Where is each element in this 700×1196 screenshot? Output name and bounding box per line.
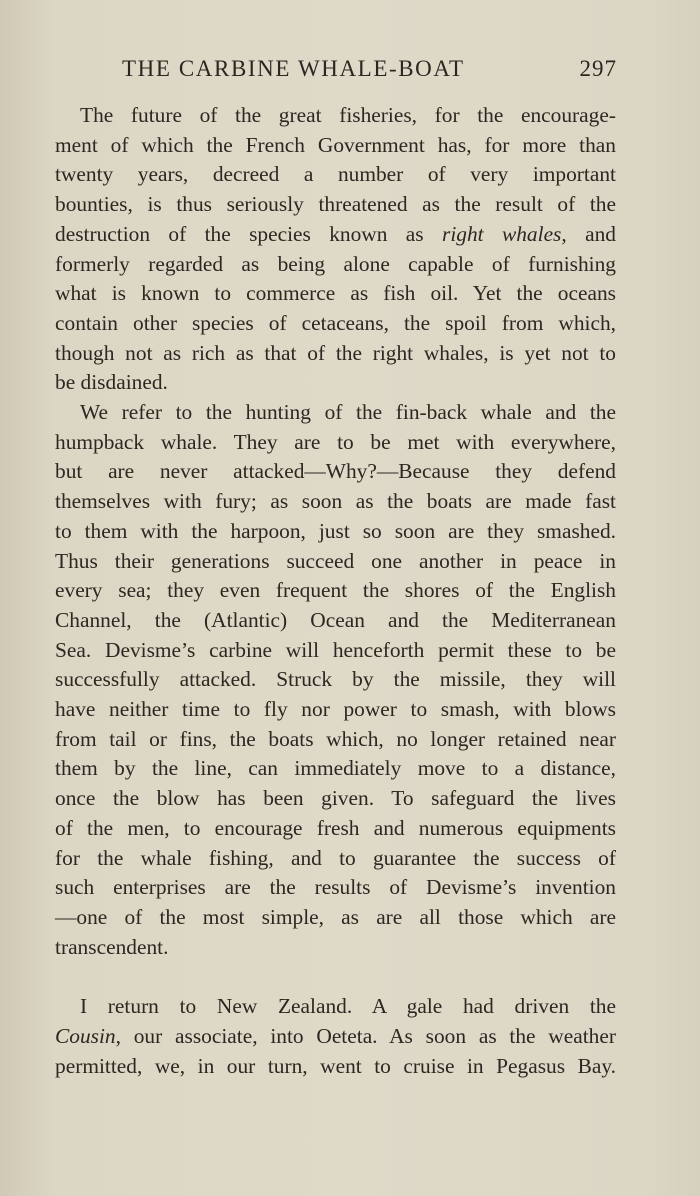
text-line: —one of the most simple, as are all those which are bbox=[55, 904, 616, 929]
paragraph-2 bbox=[30, 398, 616, 962]
text-line: twenty years, decreed a number of very important bbox=[55, 162, 616, 187]
text-line: once the blow has been given. To safeguard the lives bbox=[55, 786, 616, 811]
text-line: I return to New Zealand. A gale had driven the bbox=[80, 994, 616, 1019]
text-line: themselves with fury; as soon as the boats are made fast bbox=[55, 489, 616, 514]
running-title: THE CARBINE WHALE-BOAT bbox=[122, 56, 465, 81]
text-line: transcendent. bbox=[55, 934, 169, 959]
text-line-with-italic bbox=[30, 1022, 616, 1052]
italic-phrase: right whales bbox=[442, 221, 562, 246]
text-fragment: , and bbox=[561, 221, 616, 246]
text-line: We refer to the hunting of the fin-back whale and the bbox=[80, 400, 616, 425]
text-line: though not as rich as that of the right whales, is yet not to bbox=[55, 340, 616, 365]
text-line: bounties, is thus seriously threatened as the result of the bbox=[55, 192, 616, 217]
text-line: every sea; they even frequent the shores of the English bbox=[55, 578, 616, 603]
text-line: contain other species of cetaceans, the spoil from which, bbox=[55, 310, 616, 335]
text-line: for the whale fishing, and to guarantee the success of bbox=[55, 845, 616, 870]
text-line: to them with the harpoon, just so soon are they smashed. bbox=[55, 518, 616, 543]
text-line-with-italic bbox=[30, 220, 616, 250]
text-line: them by the line, can immediately move to a distance, bbox=[55, 756, 616, 781]
text-line: ment of which the French Government has, for more than bbox=[55, 132, 616, 157]
text-line: Sea. Devisme’s carbine will henceforth permit these to be bbox=[55, 637, 616, 662]
paragraph-3 bbox=[30, 992, 616, 1081]
text-line: from tail or fins, the boats which, no longer retained near bbox=[55, 726, 616, 751]
text-line: permitted, we, in our turn, went to cruise in Pegasus Bay. bbox=[55, 1053, 616, 1078]
text-line: of the men, to encourage fresh and numerous equipments bbox=[55, 815, 616, 840]
text-fragment: , our associate, into Oeteta. As soon as the weather bbox=[115, 1024, 616, 1049]
text-fragment: destruction of the species known as bbox=[55, 221, 424, 246]
body-text bbox=[30, 101, 616, 1082]
text-line: Channel, the (Atlantic) Ocean and the Mediterranean bbox=[55, 607, 616, 632]
text-line: Thus their generations succeed one another in peace in bbox=[55, 548, 616, 573]
text-line: formerly regarded as being alone capable of furnishing bbox=[55, 251, 616, 276]
page-number: 297 bbox=[579, 56, 617, 81]
text-line: but are never attacked—Why?—Because they defend bbox=[55, 459, 616, 484]
text-line: humpback whale. They are to be met with everywhere, bbox=[55, 429, 616, 454]
paragraph-1 bbox=[30, 101, 616, 398]
italic-ship-name: Cousin bbox=[55, 1024, 116, 1049]
text-line: have neither time to fly nor power to smash, with blows bbox=[55, 697, 616, 722]
text-line: what is known to commerce as fish oil. Yet the oceans bbox=[55, 281, 616, 306]
running-head bbox=[122, 56, 617, 86]
text-line: be disdained. bbox=[55, 370, 168, 395]
text-line: The future of the great fisheries, for the encourage- bbox=[80, 103, 616, 127]
text-line: such enterprises are the results of Devisme’s invention bbox=[55, 875, 616, 900]
text-line: successfully attacked. Struck by the missile, they will bbox=[55, 667, 616, 692]
